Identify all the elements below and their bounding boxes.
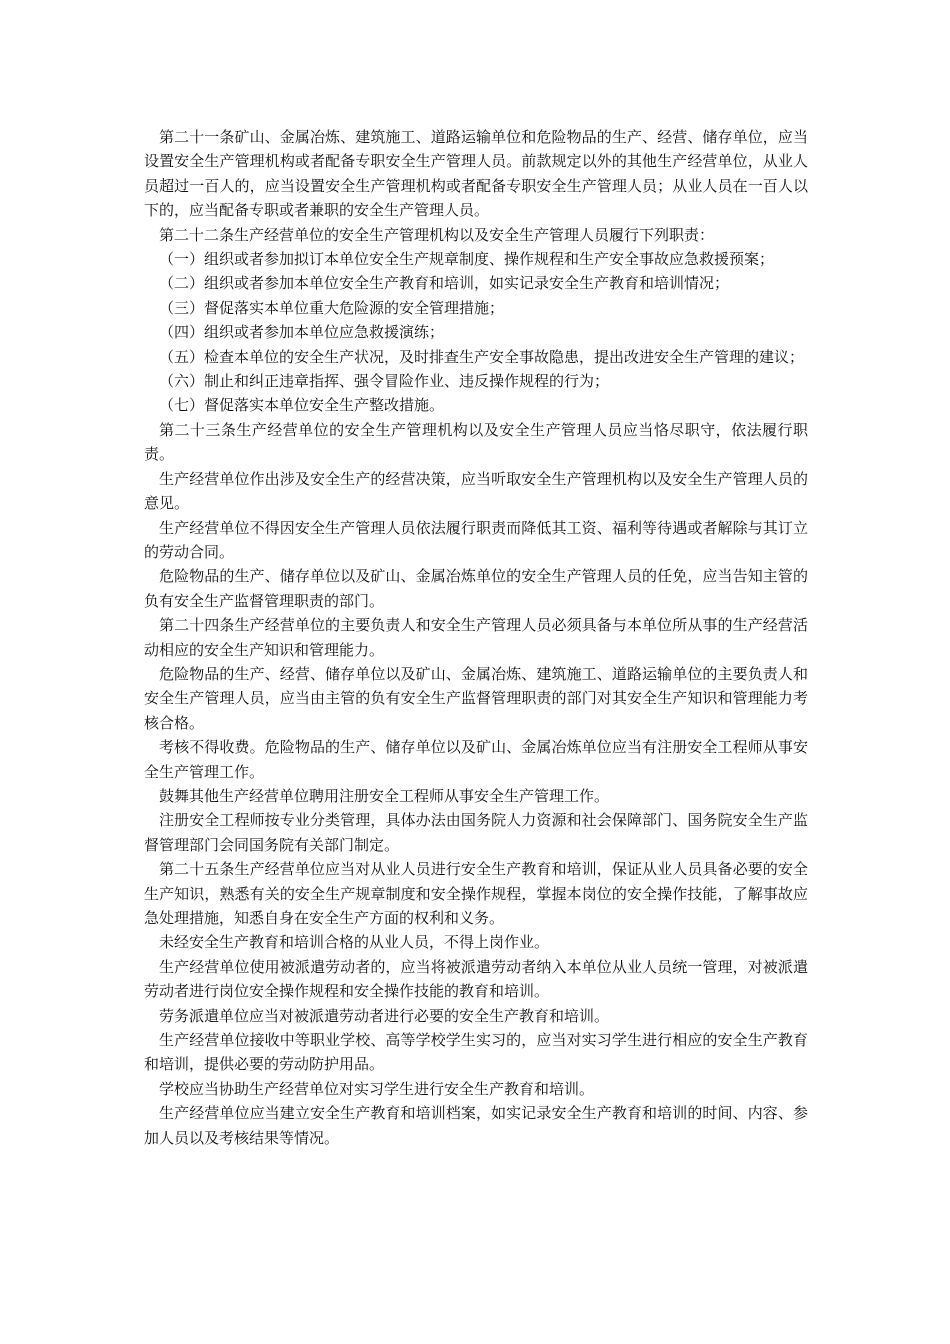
document-body (144, 125, 808, 1150)
paragraph-article-24: 第二十四条生产经营单位的主要负责人和安全生产管理人员必须具备与本单位所从事的生产经营活动相应的安全生产知识和管理能力。 (144, 616, 808, 659)
paragraph-article-24-clause-3: 考核不得收费。危险物品的生产、储存单位以及矿山、金属冶炼单位应当有注册安全工程师从事安全生产管理工作。 (144, 738, 808, 781)
paragraph-duty-7: （七）督促落实本单位安全生产整改措施。 (159, 396, 445, 415)
paragraph-article-24-clause-2: 危险物品的生产、经营、储存单位以及矿山、金属冶炼、建筑施工、道路运输单位的主要负责人和安全生产管理人员，应当由主管的负有安全生产监督管理职责的部门对其安全生产知识和管理能力考核合格。 (144, 664, 808, 732)
paragraph-duty-4: （四）组织或者参加本单位应急救援演练； (159, 323, 445, 342)
paragraph-article-24-clause-5: 注册安全工程师按专业分类管理，具体办法由国务院人力资源和社会保障部门、国务院安全生产监督管理部门会同国务院有关部门制定。 (144, 811, 808, 854)
paragraph-duty-5: （五）检查本单位的安全生产状况，及时排查生产安全事故隐患，提出改进安全生产管理的建议； (159, 347, 805, 366)
paragraph-article-25-clause-6: 学校应当协助生产经营单位对实习学生进行安全生产教育和培训。 (159, 1079, 595, 1098)
paragraph-article-25-clause-3: 生产经营单位使用被派遣劳动者的，应当将被派遣劳动者纳入本单位从业人员统一管理，对被派遣劳动者进行岗位安全操作规程和安全操作技能的教育和培训。 (144, 957, 808, 1001)
paragraph-article-25-clause-4: 劳务派遣单位应当对被派遣劳动者进行必要的安全生产教育和培训。 (159, 1006, 610, 1025)
paragraph-duty-2: （二）组织或者参加本单位安全生产教育和培训，如实记录安全生产教育和培训情况； (159, 274, 730, 293)
paragraph-article-22: 第二十二条生产经营单位的安全生产管理机构以及安全生产管理人员履行下列职责： (159, 225, 715, 244)
paragraph-article-24-clause-4: 鼓舞其他生产经营单位聘用注册安全工程师从事安全生产管理工作。 (159, 786, 610, 805)
paragraph-article-23: 第二十三条生产经营单位的安全生产管理机构以及安全生产管理人员应当恪尽职守，依法履行职责。 (144, 420, 808, 464)
paragraph-article-25-clause-5: 生产经营单位接收中等职业学校、高等学校学生实习的，应当对实习学生进行相应的安全生产教育和培训，提供必要的劳动防护用品。 (144, 1031, 808, 1074)
paragraph-article-25-clause-7: 生产经营单位应当建立安全生产教育和培训档案，如实记录安全生产教育和培训的时间、内容、参加人员以及考核结果等情况。 (144, 1104, 808, 1147)
paragraph-duty-6: （六）制止和纠正违章指挥、强令冒险作业、违反操作规程的行为； (159, 372, 610, 391)
paragraph-article-25-clause-2: 未经安全生产教育和培训合格的从业人员，不得上岗作业。 (159, 933, 550, 952)
paragraph-article-23-clause-4: 危险物品的生产、储存单位以及矿山、金属冶炼单位的安全生产管理人员的任免，应当告知主管的负有安全生产监督管理职责的部门。 (144, 567, 808, 610)
paragraph-article-25: 第二十五条生产经营单位应当对从业人员进行安全生产教育和培训，保证从业人员具备必要的安全生产知识，熟悉有关的安全生产规章制度和安全操作规程，掌握本岗位的安全操作技能，了解事故应急处理措施，知悉自身在安全生产方面的权利和义务。 (144, 860, 808, 927)
paragraph-duty-3: （三）督促落实本单位重大危险源的安全管理措施； (159, 298, 505, 317)
paragraph-article-23-clause-3: 生产经营单位不得因安全生产管理人员依法履行职责而降低其工资、福利等待遇或者解除与其订立的劳动合同。 (144, 518, 808, 561)
paragraph-duty-1: （一）组织或者参加拟订本单位安全生产规章制度、操作规程和生产安全事故应急救援预案； (159, 250, 775, 269)
paragraph-article-23-clause-2: 生产经营单位作出涉及安全生产的经营决策，应当听取安全生产管理机构以及安全生产管理人员的意见。 (144, 469, 808, 513)
paragraph-article-21: 第二十一条矿山、金属冶炼、建筑施工、道路运输单位和危险物品的生产、经营、储存单位，应当设置安全生产管理机构或者配备专职安全生产管理人员。前款规定以外的其他生产经营单位，从业人员超过一百人的，应当设置安全生产管理机构或者配备专职安全生产管理人员；从业人员在一百人以下的，应当配备专职或者兼职的安全生产管理人员。 (144, 128, 808, 220)
